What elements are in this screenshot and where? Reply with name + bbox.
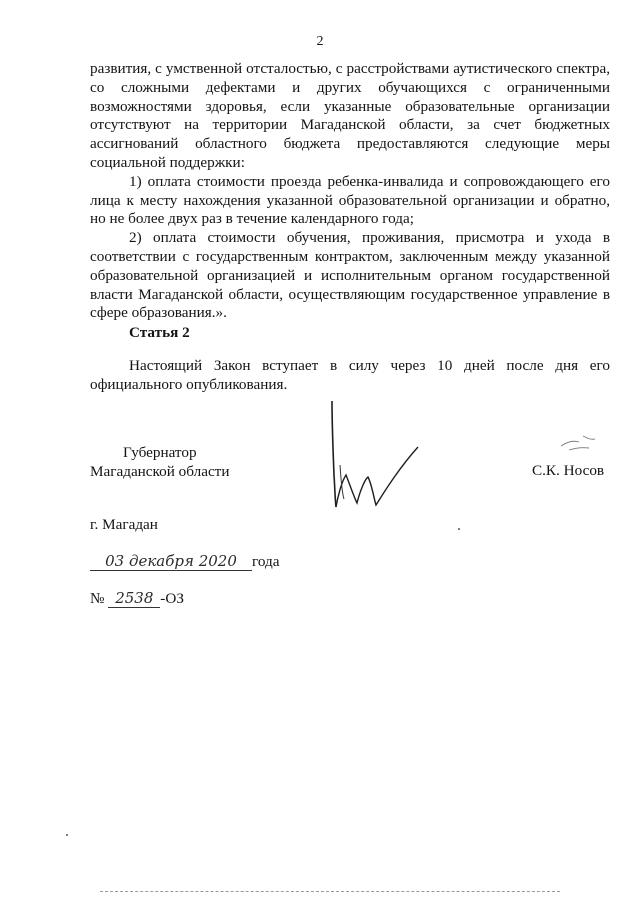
signatory-name: С.К. Носов	[532, 462, 605, 479]
place-of-signing: г. Магадан	[90, 516, 158, 533]
handwritten-signature	[310, 395, 440, 525]
signatory-title-line-1: Губернатор	[123, 444, 197, 461]
article-body	[90, 357, 610, 395]
number-suffix: -ОЗ	[160, 590, 184, 607]
signatory-title	[90, 443, 229, 481]
number-prefix: №	[90, 590, 105, 607]
handwritten-number: 2538	[108, 589, 160, 608]
law-body-text	[90, 60, 610, 323]
signing-date-line	[90, 552, 279, 571]
law-number-line	[90, 589, 184, 608]
article-text: Настоящий Закон вступает в силу через 10 дней после дня его официального опубликования.	[90, 357, 610, 393]
page-number: 2	[316, 34, 324, 49]
article-heading: Статья 2	[129, 324, 190, 341]
signatory-title-line-2: Магаданской области	[90, 463, 230, 480]
small-signature-mark	[555, 428, 605, 454]
handwritten-date: 03 декабря 2020	[90, 552, 252, 571]
speck	[66, 834, 68, 836]
date-suffix: года	[252, 553, 280, 570]
paragraph-item-2: 2) оплата стоимости обучения, проживания, присмотра и ухода в соответствии с государственным контрактом, заключенным между указанной образовательной организацией и исполнительным органом государственной власти Магаданской области, осуществляющим государственное управление в сфере образования.».	[90, 229, 610, 322]
scan-edge-line	[100, 891, 560, 892]
paragraph-item-1: 1) оплата стоимости проезда ребенка-инвалида и сопровождающего его лица к месту нахождения указанной образовательной организации и обратно, но не более двух раз в течение календарного года;	[90, 172, 610, 228]
speck	[458, 528, 460, 530]
paragraph-continuation: развития, с умственной отсталостью, с расстройствами аутистического спектра, со сложными дефектами и других обучающихся с ограниченными возможностями здоровья, если указанные образовательные организации отсутствуют на территории Магаданской области, за счет бюджетных ассигнований областного бюджета предоставляются следующие меры социальной поддержки:	[90, 60, 610, 171]
